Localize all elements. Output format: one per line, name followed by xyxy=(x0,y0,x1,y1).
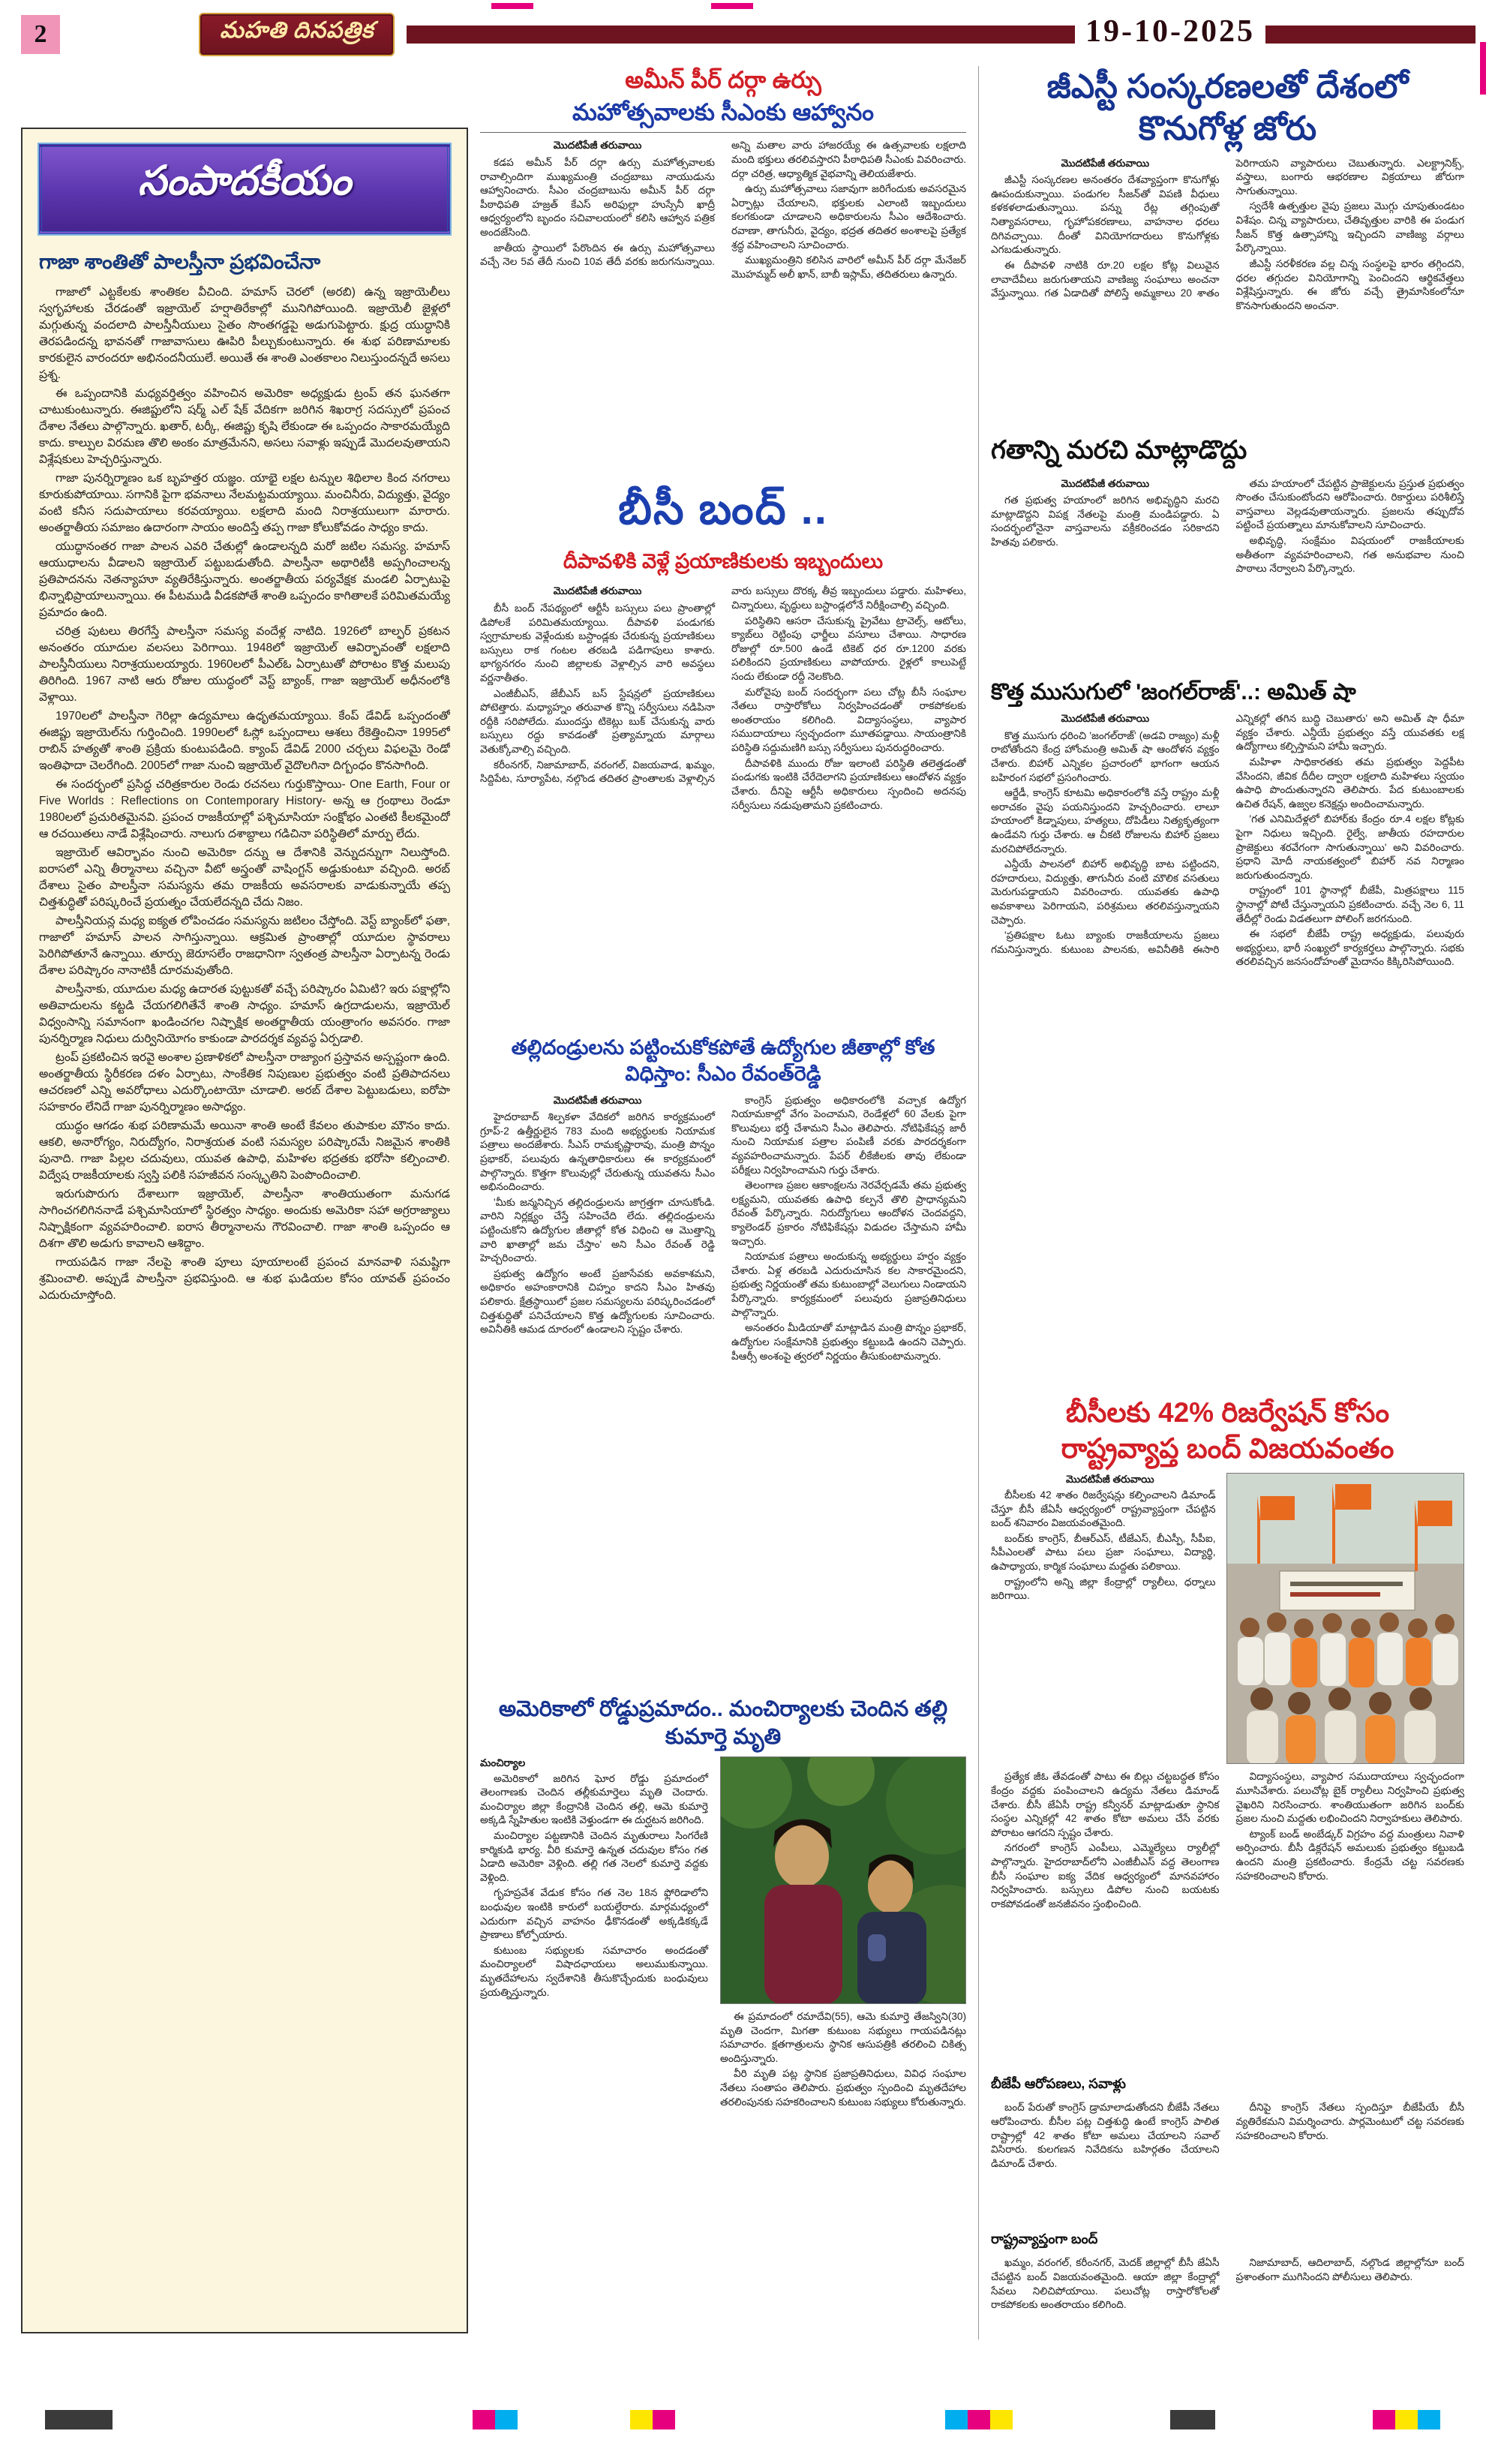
paragraph: చరిత్ర పుటలు తిరగేస్తే పాలస్తీనా సమస్య వందేళ్ల నాటిది. 1926లో బాల్ఫర్ ప్రకటన అనంతరం యూదుల వలసలు పెరిగాయి. 1948లో ఇజ్రాయెల్ ఆవిర్భావంతో లక్షలాది పాలస్తీనీయులు నిరాశ్రయులయ్యారు. 1960లలో పీఎల్ఓ ఏర్పాటుతో పోరాటం కొత్త మలుపు తిరిగింది. 1967 నాటి ఆరు రోజుల యుద్ధంలో వెస్ట్ బ్యాంక్, గాజా ఇజ్రాయెల్ అధీనంలోకి వెళ్లాయి. xyxy=(39,625,450,705)
color-bar-swatch xyxy=(338,2410,360,2429)
print-color-bars xyxy=(23,2410,1466,2429)
color-bar-swatch xyxy=(833,2410,855,2429)
color-bar-swatch xyxy=(1080,2410,1103,2429)
color-bar-swatch xyxy=(248,2410,270,2429)
paragraph: నగరంలో కాంగ్రెస్ ఎంపీలు, ఎమ్మెల్యేలు ర్యాలీల్లో పాల్గొన్నారు. హైదరాబాద్‌లోని ఎంజీబీఎస్ వద్ద తెలంగాణ బీసీ సంఘాల ఐక్య వేదిక ఆధ్వర్యంలో మానవహారం నిర్వహించారు. బస్సులు డిపోల నుంచి బయటకు రాకపోవడంతో జనజీవనం స్తంభించింది. xyxy=(991,1842,1220,1910)
article-subheadline: మహోత్సవాలకు సీఎంకు ఆహ్వానం xyxy=(572,99,874,126)
article-text-left xyxy=(480,1756,708,2308)
article-body-bjp xyxy=(991,2101,1464,2225)
article-body xyxy=(480,584,966,1024)
color-bar-swatch xyxy=(1103,2410,1125,2429)
paragraph: కుటుంబ సభ్యులకు సమాచారం అందడంతో మంచిర్యాలలో విషాదఛాయలు అలుముకున్నాయి. మృతదేహాలను స్వదేశానికి తీసుకొచ్చేందుకు బంధువులు ప్రయత్నిస్తున్నారు. xyxy=(480,1944,708,1998)
editorial-headline: గాజా శాంతితో పాలస్తీనా ప్రభవించేనా xyxy=(39,251,321,273)
paragraph: మంచిర్యాల పట్టణానికి చెందిన మృతురాలు సింగరేణి కార్మికుడి భార్య. వీరి కుమార్తె ఉన్నత చదువుల కోసం గత ఏడాది అమెరికా వెళ్లింది. తల్లి గత నెలలో కుమార్తె వద్దకు వెళ్లింది. xyxy=(480,1829,708,1883)
color-bar-swatch xyxy=(428,2410,450,2429)
continuation-lead: మొదటిపేజీ తరువాయి xyxy=(553,585,642,597)
paragraph: గాజా పునర్నిర్మాణం ఒక బృహత్తర యజ్ఞం. యాభై లక్షల టన్నుల శిథిలాల కింద నగరాలు కూరుకుపోయాయి. సగానికి పైగా భవనాలు నేలమట్టమయ్యాయి. మంచినీరు, విద్యుత్తు, వైద్యం వంటి కనీస సదుపాయాలు కరవయ్యాయి. లక్షలాది మంది నిరాశ్రయులుగా మారారు. అంతర్జాతీయ సమాజం ఉదారంగా సాయం అందిస్తే తప్ప గాజా కోలుకోవడం సాధ్యం కాదు. xyxy=(39,472,450,535)
color-bar-swatch xyxy=(90,2410,113,2429)
paragraph: తెలంగాణ ప్రజల ఆకాంక్షలను నెరవేర్చడమే తమ ప్రభుత్వ లక్ష్యమని, యువతకు ఉపాధి కల్పనే తొలి ప్రాధాన్యమని రేవంత్ పేర్కొన్నారు. నిరుద్యోగులు ఆందోళన చెందవద్దని, క్యాలెండర్ ప్రకారం నోటిఫికేషన్లు విడుదల చేస్తామని హామీ ఇచ్చారు. xyxy=(731,1179,966,1247)
article-top-block xyxy=(991,1473,1464,1764)
color-bar-swatch xyxy=(405,2410,428,2429)
paragraph: అమెరికాలో జరిగిన ఘోర రోడ్డు ప్రమాదంలో తెలంగాణకు చెందిన తల్లీకుమార్తెలు మృతి చెందారు. మంచిర్యాల జిల్లా కేంద్రానికి చెందిన తల్లి, ఆమె కుమార్తె అక్కడి స్నేహితుల ఇంటికి వెళ్తుండగా ఈ దుర్ఘటన జరిగింది. xyxy=(480,1772,708,1826)
paragraph: బీసీ బంద్ నేపథ్యంలో ఆర్టీసీ బస్సులు పలు ప్రాంతాల్లో డిపోలకే పరిమితమయ్యాయి. దీపావళి పండుగకు స్వగ్రామాలకు వెళ్లేందుకు బస్టాండ్లకు చేరుకున్న ప్రయాణికులు బస్సులు రాక గంటల తరబడి పడిగాపులు కాశారు. భాగ్యనగరం నుంచి జిల్లాలకు వెళ్లాల్సిన వారి అవస్థలు వర్ణనాతీతం. xyxy=(480,602,715,684)
headline-rule xyxy=(480,132,966,133)
article-body-statewide xyxy=(991,2256,1464,2339)
color-bar-swatch xyxy=(45,2410,68,2429)
color-bar-swatch xyxy=(1238,2410,1260,2429)
paragraph: 1970లలో పాలస్తీనా గెరిల్లా ఉద్యమాలు ఉధృతమయ్యాయి. కేంప్ డేవిడ్ ఒప్పందంతో ఈజిప్టు ఇజ్రాయెల్‌ను గుర్తించింది. 1990లలో ఓస్లో ఒప్పందాలు ఆశలు రేకెత్తించినా 1995లో రాబిన్ హత్యతో శాంతి ప్రక్రియ కుంటుపడింది. క్యాంప్ డేవిడ్ 2000 చర్చలు విఫలమై రెండో ఇంతిఫాదా చెలరేగింది. 2005లో గాజా నుంచి ఇజ్రాయెల్ వైదొలగినా దిగ్బంధం కొనసాగింది. xyxy=(39,710,450,773)
registration-mark xyxy=(491,3,533,9)
article-headline: అమీన్ పీర్ దర్గా ఉర్సు xyxy=(625,67,821,93)
color-bar-swatch xyxy=(270,2410,293,2429)
color-bar-swatch xyxy=(1350,2410,1373,2429)
paragraph: ఈ సభలో బీజేపీ రాష్ట్ర అధ్యక్షుడు, పలువురు అభ్యర్థులు, భారీ సంఖ్యలో కార్యకర్తలు పాల్గొన్నారు. సభకు తరలివచ్చిన జనసందోహంతో మైదానం కిక్కిరిసిపోయింది. xyxy=(1235,928,1464,968)
color-bar-swatch xyxy=(945,2410,968,2429)
article-body xyxy=(991,1770,1464,2070)
paragraph: మరోవైపు బంద్ సందర్భంగా పలు చోట్ల బీసీ సంఘాల నేతలు రాస్తారోకోలు నిర్వహించడంతో రాకపోకలకు అంతరాయం కలిగింది. విద్యాసంస్థలు, వ్యాపార సముదాయాలు స్వచ్ఛందంగా మూతపడ్డాయి. సాయంత్రానికి పరిస్థితి సద్దుమణిగి బస్సు సర్వీసులు పునరుద్ధరించారు. xyxy=(731,686,966,754)
color-bar-swatch xyxy=(788,2410,810,2429)
color-bar-swatch xyxy=(1418,2410,1440,2429)
continuation-lead: మొదటిపేజీ తరువాయి xyxy=(1061,477,1150,489)
paragraph: పాలస్తీనియన్ల మధ్య ఐక్యత లోపించడం సమస్యను జటిలం చేస్తోంది. వెస్ట్ బ్యాంక్‌లో ఫతా, గాజాలో హమాస్ పాలన సాగిస్తున్నాయి. ఆక్రమిత ప్రాంతాల్లో యూదుల స్థావరాలు పెరిగిపోతూనే ఉన్నాయి. తూర్పు జెరూసలేం రాజధానిగా స్వతంత్ర పాలస్తీనా ఏర్పాటన్న రెండు దేశాల పరిష్కారం నానాటికీ దూరమవుతోంది. xyxy=(39,915,450,978)
paragraph: గాయపడిన గాజా నేలపై శాంతి పూలు పూయాలంటే ప్రపంచ మానవాళి సమష్టిగా శ్రమించాలి. అప్పుడే పాలస్తీనా ప్రభవిస్తుంది. ఆ శుభ ఘడియల కోసం యావత్ ప్రపంచం ఎదురుచూస్తోంది. xyxy=(39,1256,450,1303)
paragraph: జీఎస్టీ సంస్కరణల అనంతరం దేశవ్యాప్తంగా కొనుగోళ్లు ఊపందుకున్నాయి. పండుగల సీజన్‌తో విపణి వీధులు కళకళలాడుతున్నాయి. పన్ను రేట్ల తగ్గింపుతో నిత్యావసరాలు, గృహోపకరణాలు, వాహనాల ధరలు దిగివచ్చాయి. దీంతో వినియోగదారులు కొనుగోళ్లకు ఎగబడుతున్నారు. xyxy=(991,174,1220,256)
paragraph: ట్రంప్ ప్రకటించిన ఇరవై అంశాల ప్రణాళికలో పాలస్తీనా రాజ్యాంగ ప్రస్తావన అస్పష్టంగా ఉంది. అంతర్జాతీయ స్థిరీకరణ దళం ఏర్పాటు, సాంకేతిక నిపుణుల ప్రభుత్వం వంటి ప్రతిపాదనలు ఆచరణలో ఎన్ని అవరోధాలు ఎదుర్కొంటాయో చూడాలి. అరబ్ దేశాల పెట్టుబడులు, ఐరోపా సహకారం లేనిదే గాజా పునర్నిర్మాణం అసాధ్యం. xyxy=(39,1051,450,1114)
edition-date: 19-10-2025 xyxy=(1075,14,1265,50)
masthead-logo xyxy=(199,13,395,56)
color-bar-swatch xyxy=(1440,2410,1463,2429)
color-bar-swatch xyxy=(653,2410,675,2429)
article-headline: జీఎస్టీ సంస్కరణలతో దేశంలో కొనుగోళ్ల జోరు xyxy=(1046,68,1409,148)
paragraph: మహిళా సాధికారతకు తమ ప్రభుత్వం పెద్దపీట వేసిందని, జీవిక దీదీల ద్వారా లక్షలాది మహిళలు స్వయం ఉపాధి పొందుతున్నారని తెలిపారు. పేద కుటుంబాలకు ఉచిత రేషన్, ఉజ్వల కనెక్షన్లు అందించామన్నారు. xyxy=(1235,756,1464,810)
paragraph: 'ప్రతిపక్షాల ఓటు బ్యాంకు రాజకీయాలను ప్రజలు గమనిస్తున్నారు. కుటుంబ పాలనకు, అవినీతికి ఈసారి ఎన్నికల్లో తగిన బుద్ధి చెబుతారు' అని అమిత్ షా ధీమా వ్యక్తం చేశారు. ఎన్డీయే ప్రభుత్వం వస్తే యువతకు లక్ష ఉద్యోగాలు కల్పిస్తామని హామీ ఇచ్చారు. xyxy=(991,713,1464,955)
article-headline: బీసీ బంద్ .. xyxy=(618,485,828,534)
color-bar-swatch xyxy=(293,2410,315,2429)
paragraph: 'గత ఎనిమిదేళ్లలో బిహార్‌కు కేంద్రం రూ.4 లక్షల కోట్లకు పైగా నిధులు ఇచ్చింది. రైల్వే, జాతీయ రహదారుల ప్రాజెక్టులు శరవేగంగా సాగుతున్నాయి' అని వివరించారు. ప్రధాని మోదీ నాయకత్వంలో బిహార్ నవ నిర్మాణం జరుగుతుందన్నారు. xyxy=(1235,813,1464,881)
continuation-lead: మొదటిపేజీ తరువాయి xyxy=(553,140,642,152)
paragraph: ఎన్డీయే పాలనలో బిహార్ అభివృద్ధి బాట పట్టిందని, రహదారులు, విద్యుత్తు, తాగునీరు వంటి మౌలిక వసతులు మెరుగుపడ్డాయని వివరించారు. యువతకు ఉపాధి అవకాశాలు పెరిగాయని, పరిశ్రమలు తరలివస్తున్నాయని చెప్పారు. xyxy=(991,858,1220,926)
article-headline: తల్లిదండ్రులను పట్టించుకోకపోతే ఉద్యోగుల జీతాల్లో కోత విధిస్తాం: సీఎం రేవంత్‌రెడ్డి xyxy=(511,1036,935,1086)
paragraph: కడప అమీన్ పీర్ దర్గా ఉర్సు మహోత్సవాలకు రావాల్సిందిగా ముఖ్యమంత్రి చంద్రబాబు నాయుడును ఆహ్వానించారు. సీఎం చంద్రబాబును అమీన్ పీర్ దర్గా పీఠాధిపతి హజ్రత్ కేఎస్ అరిఫుల్లా హుస్సేనీ ఖాద్రీ ఆధ్వర్యంలోని బృందం సచివాలయంలో కలిసి ఆహ్వాన పత్రిక అందజేసింది. xyxy=(480,156,715,239)
page-header xyxy=(0,0,1489,66)
paragraph: ఈ ప్రమాదంలో రమాదేవి(55), ఆమె కుమార్తె తేజస్విని(30) మృతి చెందగా, మిగతా కుటుంబ సభ్యులు గాయపడినట్లు సమాచారం. క్షతగాత్రులను స్థానిక ఆసుపత్రికి తరలించి చికిత్స అందిస్తున్నారు. xyxy=(720,2010,966,2064)
column-middle xyxy=(480,66,966,2339)
color-bar-swatch xyxy=(135,2410,158,2429)
paragraph: జీఎస్టీ సరళీకరణ వల్ల చిన్న సంస్థలపై భారం తగ్గిందని, ధరల తగ్గుదల వినియోగాన్ని పెంచిందని ఆర్థికవేత్తలు విశ్లేషిస్తున్నారు. ఈ జోరు వచ్చే త్రైమాసికంలోనూ కొనసాగుతుందని అంచనా. xyxy=(1235,257,1464,311)
paragraph: నియామక పత్రాలు అందుకున్న అభ్యర్థులు హర్షం వ్యక్తం చేశారు. ఏళ్ల తరబడి ఎదురుచూసిన కల సాకారమైందని, ప్రభుత్వ నిర్ణయంతో తమ కుటుంబాల్లో వెలుగులు నిండాయని పేర్కొన్నారు. కార్యక్రమంలో పలువురు ప్రజాప్రతినిధులు పాల్గొన్నారు. xyxy=(731,1251,966,1318)
headline-line-2: రాష్ట్రవ్యాప్త బంద్ విజయవంతం xyxy=(1061,1433,1394,1465)
paragraph: ఇరుగుపొరుగు దేశాలుగా ఇజ్రాయెల్, పాలస్తీనా శాంతియుతంగా మనుగడ సాగించగలిగిననాడే పశ్చిమాసియాలో స్థిరత్వం సాధ్యం. అందుకు అమెరికా సహా అగ్రరాజ్యాలు నిష్పాక్షికంగా వ్యవహరించాలి. ఐరాస తీర్మానాలను గౌరవించాలి. గాజా శాంతి ఒప్పందం ఆ దిశగా తొలి అడుగు కావాలని ఆశిద్దాం. xyxy=(39,1188,450,1251)
article-subheadline: దీపావళికి వెళ్లే ప్రయాణికులకు ఇబ్బందులు xyxy=(563,550,884,573)
paragraph: ఉర్సు మహోత్సవాలు సజావుగా జరిగేందుకు అవసరమైన ఏర్పాట్లు చేయాలని, భక్తులకు ఎలాంటి ఇబ్బందులు కలగకుండా చూడాలని అధికారులను సీఎం ఆదేశించారు. రవాణా, తాగునీరు, వైద్యం, భద్రత తదితర అంశాలపై ప్రత్యేక శ్రద్ధ వహించాలని సూచించారు. xyxy=(731,183,966,251)
color-bar-swatch xyxy=(563,2410,585,2429)
paragraph: గత ప్రభుత్వ హయాంలో జరిగిన అభివృద్ధిని మరచి మాట్లాడొద్దని విపక్ష నేతలపై మంత్రి మండిపడ్డారు. ఏ సందర్భంలోనైనా వాస్తవాలను వక్రీకరించడం సరికాదని హితవు పలికారు. xyxy=(991,494,1220,548)
paragraph: ట్యాంక్ బండ్ అంబేడ్కర్ విగ్రహం వద్ద మంత్రులు నివాళి అర్పించారు. బీసీ డిక్లరేషన్ అమలుకు ప్రభుత్వం కట్టుబడి ఉందని మంత్రి ప్రకటించారు. కేంద్రమే చట్ట సవరణకు సహకరించాలని కోరారు. xyxy=(1235,1828,1464,1882)
paragraph: ఈ ఒప్పందానికి మధ్యవర్తిత్వం వహించిన అమెరికా అధ్యక్షుడు ట్రంప్ తన ఘనతగా చాటుకుంటున్నారు. ఈజిప్టులోని షర్మ్ ఎల్ షేక్ వేదికగా జరిగిన శిఖరాగ్ర సదస్సులో ప్రపంచ దేశాల నేతలు పాల్గొన్నారు. ఖతార్, టర్కీ, ఈజిప్టు కృషి లేకుండా ఈ ఒప్పందం సాకారమయ్యేది కాదు. కాల్పుల విరమణ తొలి అంకం మాత్రమేనని, అసలు సవాళ్లు ఇప్పుడే మొదలవుతాయని విశ్లేషకులు హెచ్చరిస్తున్నారు. xyxy=(39,387,450,467)
article-body xyxy=(480,1094,966,1685)
article-body xyxy=(991,712,1464,1384)
article-right-block xyxy=(720,1756,966,2308)
continuation-lead: మొదటిపేజీ తరువాయి xyxy=(1061,713,1150,725)
color-bar-swatch xyxy=(923,2410,945,2429)
paragraph: జాతీయ స్థాయిలో పేరొందిన ఈ ఉర్సు మహోత్సవాలు వచ్చే నెల 5వ తేదీ నుంచి 10వ తేదీ వరకు జరుగనున్నాయి. అన్ని మతాల వారు హాజరయ్యే ఈ ఉత్సవాలకు లక్షలాది మంది భక్తులు తరలివస్తారని పీఠాధిపతి సీఎంకు వివరించారు. దర్గా చరిత్ర, ఆధ్యాత్మిక వైభవాన్ని తెలియజేశారు. xyxy=(480,140,966,268)
paragraph: రాష్ట్రంలోని అన్ని జిల్లా కేంద్రాల్లో ర్యాలీలు, ధర్నాలు జరిగాయి. xyxy=(991,1576,1216,1602)
column-editorial xyxy=(21,66,468,2339)
article-body xyxy=(991,477,1464,666)
paragraph: గాజాలో ఎట్టకేలకు శాంతికల వీచింది. హమాస్ చెరలో (అరబి) ఉన్న ఇజ్రాయెలీలు స్వగృహాలకు చేరడంతో ఇజ్రాయెల్ హర్షాతిరేకాల్లో మునిగిపోయింది. ఇజ్రాయెలీ జైళ్లలో మగ్గుతున్న వందలాది పాలస్తీనీయులు సైతం సొంతగడ్డపై అడుగుపెట్టారు. క్షుద్ర యుద్ధానికి తెరపడిందన్న భావనతో గాజావాసులు ఊపిరి పీల్చుకుంటున్నారు. ఈ శుభ పరిణామాలకు కారకులైన వారందరూ అభినందనీయులే. అయితే ఈ శాంతి ఎంతకాలం నిలుస్తుందన్నదే అసలు ప్రశ్న. xyxy=(39,286,450,382)
color-bar-swatch xyxy=(1013,2410,1035,2429)
article-gst-reforms xyxy=(991,66,1464,424)
article-headline: కొత్త ముసుగులో 'జంగల్‌రాజ్'..: అమిత్ షా xyxy=(991,679,1356,705)
color-bar-swatch xyxy=(585,2410,608,2429)
header-rule xyxy=(407,14,1475,49)
paragraph: విద్యాసంస్థలు, వ్యాపార సముదాయాలు స్వచ్ఛందంగా మూసివేశారు. పలుచోట్ల బైక్ ర్యాలీలు నిర్వహించి ప్రభుత్వ వైఖరిని నిరసించారు. శాంతియుతంగా జరిగిన బంద్‌కు ప్రజల నుంచి మద్దతు లభించిందని నిర్వాహకులు తెలిపారు. xyxy=(1235,1771,1464,1825)
paragraph: రాష్ట్రంలో 101 స్థానాల్లో బీజేపీ, మిత్రపక్షాలు 115 స్థానాల్లో పోటీ చేస్తున్నాయని ప్రకటించారు. వచ్చే నెల 6, 11 తేదీల్లో రెండు విడతలుగా పోలింగ్ జరగనుంది. xyxy=(1235,885,1464,924)
color-bar-swatch xyxy=(1395,2410,1418,2429)
color-bar-swatch xyxy=(540,2410,563,2429)
paragraph: నిజామాబాద్, ఆదిలాబాద్, నల్గొండ జిల్లాల్లోనూ బంద్ ప్రశాంతంగా ముగిసిందని పోలీసులు తెలిపారు. xyxy=(1235,2257,1464,2282)
color-bar-swatch xyxy=(1193,2410,1215,2429)
paragraph: ఈ దీపావళి నాటికి రూ.20 లక్షల కోట్ల విలువైన లావాదేవీలు జరుగుతాయని వాణిజ్య సంఘాలు అంచనా వేస్తున్నాయి. గత ఏడాదితో పోలిస్తే అమ్మకాలు 20 శాతం పెరిగాయని వ్యాపారులు చెబుతున్నారు. ఎలక్ట్రానిక్స్, వస్త్రాలు, బంగారు ఆభరణాల విక్రయాలు జోరుగా సాగుతున్నాయి. xyxy=(991,157,1464,299)
paragraph: పరిస్థితిని ఆసరా చేసుకున్న ప్రైవేటు ట్రావెల్స్, ఆటోలు, క్యాబ్‌లు రెట్టింపు ఛార్జీలు వసూలు చేశాయి. సాధారణ రోజుల్లో రూ.500 ఉండే టికెట్ ధర రూ.1200 వరకు పలికిందని ప్రయాణికులు వాపోయారు. రైళ్లలో కాలుపెట్టే సందు లేకుండా రద్దీ నెలకొంది. xyxy=(731,614,966,683)
color-bar-swatch xyxy=(630,2410,653,2429)
paragraph: వీరి మృతి పట్ల స్థానిక ప్రజాప్రతినిధులు, వివిధ సంఘాల నేతలు సంతాపం తెలిపారు. ప్రభుత్వం స్పందించి మృతదేహాల తరలింపునకు సహకరించాలని కుటుంబ సభ్యులు కోరుతున్నారు. xyxy=(720,2068,966,2108)
paragraph: కరీంనగర్, నిజామాబాద్, వరంగల్, విజయవాడ, ఖమ్మం, సిద్దిపేట, సూర్యాపేట, నల్గొండ తదితర ప్రాంతాలకు వెళ్లాల్సిన వారు బస్సులు దొరక్క తీవ్ర ఇబ్బందులు పడ్డారు. మహిళలు, చిన్నారులు, వృద్ధులు బస్టాండ్లలోనే నిరీక్షించాల్సి వచ్చింది. xyxy=(480,585,966,785)
color-bar-swatch xyxy=(180,2410,203,2429)
paragraph: కొత్త ముసుగు ధరించి 'జంగల్‌రాజ్' (అడవి రాజ్యం) మళ్లీ రాబోతోందని కేంద్ర హోంమంత్రి అమిత్ షా ఆందోళన వ్యక్తం చేశారు. బిహార్ ఎన్నికల ప్రచారంలో భాగంగా ఆయన బహిరంగ సభలో ప్రసంగించారు. xyxy=(991,729,1220,783)
paragraph: ముఖ్యమంత్రిని కలిసిన వారిలో అమీన్ పీర్ దర్గా మేనేజర్ మొహమ్మద్ అలీ ఖాన్, బాబీ ఇస్లామ్, తదితరులు ఉన్నారు. xyxy=(731,254,966,280)
article-cm-warning xyxy=(480,1035,966,1684)
article-subhead-statewide: రాష్ట్రవ్యాప్తంగా బంద్ xyxy=(991,2231,1098,2247)
color-bar-swatch xyxy=(360,2410,383,2429)
color-bar-swatch xyxy=(1125,2410,1148,2429)
color-bar-swatch xyxy=(1058,2410,1080,2429)
column-right xyxy=(978,66,1464,2339)
paragraph: గృహప్రవేశ వేడుక కోసం గత నెల 18న ఫ్లోరిడాలోని బంధువుల ఇంటికి కారులో బయల్దేరారు. మార్గమధ్యంలో ఎదురుగా వచ్చిన వాహనం ఢీకొనడంతో అక్కడికక్కడే ప్రాణాలు కోల్పోయారు. xyxy=(480,1887,708,1941)
color-bar-swatch xyxy=(1148,2410,1170,2429)
paragraph: కాంగ్రెస్ ప్రభుత్వం అధికారంలోకి వచ్చాక ఉద్యోగ నియామకాల్లో వేగం పెంచామని, రెండేళ్లలో 60 వేలకు పైగా కొలువులు భర్తీ చేశామని సీఎం తెలిపారు. నోటిఫికేషన్ల జారీ నుంచి నియామక పత్రాల పంపిణీ వరకు పారదర్శకంగా వ్యవహరించామన్నారు. పేపర్ లీకేజీలకు తావు లేకుండా పరీక్షలు నిర్వహించామని గుర్తు చేశారు. xyxy=(731,1094,966,1176)
editorial-title: సంపాదకీయం xyxy=(39,144,450,234)
color-bar-swatch xyxy=(810,2410,833,2429)
article-body xyxy=(480,139,966,473)
page-number xyxy=(21,15,60,54)
color-bar-swatch xyxy=(1305,2410,1328,2429)
dateline: మంచిర్యాల xyxy=(480,1756,526,1768)
color-bar-swatch xyxy=(968,2410,990,2429)
color-bar-swatch xyxy=(225,2410,248,2429)
paragraph: బంద్ పేరుతో కాంగ్రెస్ డ్రామాలాడుతోందని బీజేపీ నేతలు ఆరోపించారు. బీసీల పట్ల చిత్తశుద్ధి ఉంటే కాంగ్రెస్ పాలిత రాష్ట్రాల్లో 42 శాతం కోటా అమలు చేయాలని సవాల్ విసిరారు. కులగణన నివేదికను బహిర్గతం చేయాలని డిమాండ్ చేశారు. xyxy=(991,2102,1220,2169)
editorial-body xyxy=(39,284,450,2303)
color-bar-swatch xyxy=(315,2410,338,2429)
page-content xyxy=(0,66,1489,2339)
article-text-side xyxy=(991,1473,1216,1764)
paragraph: ఇజ్రాయెల్ ఆవిర్భావం నుంచి అమెరికా దన్ను ఆ దేశానికి వెన్నుదన్నుగా నిలుస్తోంది. ఐరాసలో ఎన్ని తీర్మానాలు వచ్చినా వీటో అస్త్రంతో వాషింగ్టన్ అడ్డుకుంటూ వచ్చింది. అరబ్ దేశాలు సైతం పాలస్తీనా సమస్యను తమ రాజకీయ అవసరాలకు వాడుకున్నాయే తప్ప చిత్తశుద్ధితో పరిష్కరించే ప్రయత్నం చేయలేదన్నది చేదు నిజం. xyxy=(39,846,450,909)
paragraph: ఈ సందర్భంలో ప్రసిద్ధ చరిత్రకారుల రెండు రచనలు గుర్తుకొస్తాయి- One Earth, Four or Five Worlds : Reflections on Contemporary History- అన్న ఆ గ్రంథాలు రెండూ 1980లలో ప్రచురితమైనవి. ప్రపంచ రాజకీయాల్లో పశ్చిమాసియా సంక్షోభం ఎంతటి కీలకమైందో ఆ రచయితలు నాడే విశ్లేషించారు. నాలుగు దశాబ్దాలు గడిచినా పరిస్థితిలో మార్పు లేదు. xyxy=(39,778,450,841)
color-bar-swatch xyxy=(990,2410,1013,2429)
article-headline xyxy=(991,1395,1464,1467)
paragraph: దీపావళికి ముందు రోజు ఇలాంటి పరిస్థితి తలెత్తడంతో పండుగకు ఇంటికి చేరేదెలాగని ప్రయాణికులు ఆందోళన వ్యక్తం చేశారు. దీనిపై ఆర్టీసీ అధికారులు స్పందించి అదనపు సర్వీసులు నడుపుతామని ప్రకటించారు. xyxy=(731,757,966,811)
article-us-accident xyxy=(480,1696,966,2308)
headline-line-1: బీసీలకు 42% రిజర్వేషన్ కోసం xyxy=(1065,1397,1390,1429)
color-bar-swatch xyxy=(68,2410,90,2429)
article-jungle-raj xyxy=(991,678,1464,1385)
article-body xyxy=(991,157,1464,424)
color-bar-swatch xyxy=(158,2410,180,2429)
article-amin-peer-urs xyxy=(480,66,966,473)
paragraph: దీనిపై కాంగ్రెస్ నేతలు స్పందిస్తూ బీజేపీయే బీసీ వ్యతిరేకమని విమర్శించారు. పార్లమెంటులో చట్ట సవరణకు సహకరించాలని కోరారు. xyxy=(1235,2102,1464,2141)
color-bar-swatch xyxy=(518,2410,540,2429)
article-bc-bandh xyxy=(480,484,966,1024)
color-bar-swatch xyxy=(23,2410,45,2429)
article-bc-reservation xyxy=(991,1395,1464,2339)
color-bar-swatch xyxy=(900,2410,923,2429)
color-bar-swatch xyxy=(1170,2410,1193,2429)
article-subhead-bjp: బీజేపీ ఆరోపణలు, సవాళ్లు xyxy=(991,2076,1126,2092)
color-bar-swatch xyxy=(495,2410,518,2429)
paragraph: అభివృద్ధి, సంక్షేమం విషయంలో రాజకీయాలకు అతీతంగా వ్యవహరించాలని, గత అనుభవాల నుంచి పాఠాలు నేర్వాలని పేర్కొన్నారు. xyxy=(1235,535,1464,575)
color-bar-swatch xyxy=(1215,2410,1238,2429)
paragraph: ఖమ్మం, వరంగల్, కరీంనగర్, మెదక్ జిల్లాల్లో బీసీ జేఏసీ చేపట్టిన బంద్ విజయవంతమైంది. ఆయా జిల్లా కేంద్రాల్లో సేవలు నిలిచిపోయాయి. పలుచోట్ల రాస్తారోకోలతో రాకపోకలకు అంతరాయం కలిగింది. xyxy=(991,2257,1220,2311)
continuation-lead: మొదటిపేజీ తరువాయి xyxy=(553,1094,642,1106)
color-bar-swatch xyxy=(765,2410,788,2429)
paragraph: స్వదేశీ ఉత్పత్తుల వైపు ప్రజలు మొగ్గు చూపుతుండటం విశేషం. చిన్న వ్యాపారులు, చేతివృత్తుల వారికి ఈ పండుగ సీజన్ కొత్త ఉత్సాహాన్ని ఇచ్చిందని వాణిజ్య వర్గాలు పేర్కొన్నాయి. xyxy=(1235,200,1464,254)
color-bar-swatch xyxy=(203,2410,225,2429)
color-bar-swatch xyxy=(720,2410,743,2429)
paragraph: యుద్ధానంతర గాజా పాలన ఎవరి చేతుల్లో ఉండాలన్నది మరో జటిల సమస్య. హమాస్ ఆయుధాలను వీడాలని ఇజ్రాయెల్ పట్టుబడుతోంది. పాలస్తీనా అథారిటీకి అప్పగించాలన్న ప్రతిపాదనను నెతన్యాహూ వ్యతిరేకిస్తున్నారు. అంతర్జాతీయ పర్యవేక్షక మండలి ఏర్పాటుపై భిన్నాభిప్రాయాలున్నాయి. ఈ పీటముడి వీడకపోతే శాంతి ఒప్పందం కాగితాలకే పరిమితమయ్యే ప్రమాదం ఉంది. xyxy=(39,540,450,620)
color-bar-swatch xyxy=(1283,2410,1305,2429)
paragraph: ప్రభుత్వ ఉద్యోగం అంటే ప్రజాసేవకు అవకాశమని, అధికారం అహంకారానికి చిహ్నం కాదని సీఎం హితవు పలికారు. క్షేత్రస్థాయిలో ప్రజల సమస్యలను పరిష్కరించడంలో చిత్తశుద్ధితో పనిచేయాలని కొత్త ఉద్యోగులకు సూచించారు. అవినీతికి ఆమడ దూరంలో ఉండాలని స్పష్టం చేశారు. xyxy=(480,1267,715,1336)
paragraph: పాలస్తీనాకు, యూదుల మధ్య ఉదారత పుట్టుకతో వచ్చే పరిష్కారం ఏమిటి? ఇరు పక్షాల్లోని అతివాదులను కట్టడి చేయగలిగితేనే శాంతి సాధ్యం. హమాస్ ఉగ్రదాడులను, ఇజ్రాయెల్ విధ్వంసాన్ని సమానంగా ఖండించగల నిష్పాక్షిక అంతర్జాతీయ యంత్రాంగం అవసరం. గాజా పునర్నిర్మాణ నిధులు దుర్వినియోగం కాకుండా పారదర్శక వ్యవస్థ ఏర్పడాలి. xyxy=(39,983,450,1046)
paragraph: ప్రత్యేక జీఓ తేవడంతో పాటు ఈ బిల్లు చట్టబద్ధత కోసం కేంద్రం వద్దకు పంపించాలని ఉద్యమ నేతలు డిమాండ్ చేశారు. బీసీ జేఏసీ రాష్ట్ర కన్వీనర్ మాట్లాడుతూ స్థానిక సంస్థల ఎన్నికల్లో 42 శాతం కోటా అమలు చేసే వరకు పోరాటం ఆగదని స్పష్టం చేశారు. xyxy=(991,1771,1220,1838)
color-bar-swatch xyxy=(383,2410,405,2429)
photo-protest-crowd xyxy=(1226,1473,1464,1764)
color-bar-swatch xyxy=(1373,2410,1395,2429)
color-bar-swatch xyxy=(698,2410,720,2429)
article-gathanni xyxy=(991,436,1464,666)
paragraph: ఎంజీబీఎస్, జేబీఎస్ బస్ స్టేషన్లలో ప్రయాణికులు పోటెత్తారు. మధ్యాహ్నం తరువాత కొన్ని సర్వీసులు నడిపినా రద్దీకి సరిపోలేదు. ముందస్తు టికెట్లు బుక్ చేసుకున్న వారు బస్సులు రద్దు కావడంతో ప్రత్యామ్నాయ మార్గాలు వెతుక్కోవాల్సి వచ్చింది. xyxy=(480,687,715,756)
color-bar-swatch xyxy=(675,2410,698,2429)
article-text-right xyxy=(720,2010,966,2300)
paragraph: హైదరాబాద్ శిల్పకళా వేదికలో జరిగిన కార్యక్రమంలో గ్రూప్-2 ఉత్తీర్ణులైన 783 మంది అభ్యర్థులకు నియామక పత్రాలు అందజేశారు. సీఎస్ రామకృష్ణారావు, మంత్రి పొన్నం ప్రభాకర్, పలువురు ఉన్నతాధికారులు ఈ కార్యక్రమంలో పాల్గొన్నారు. కొత్తగా కొలువుల్లో చేరుతున్న యువతను సీఎం అభినందించారు. xyxy=(480,1111,715,1193)
registration-mark xyxy=(1480,42,1486,95)
paragraph: బంద్‌కు కాంగ్రెస్, బీఆర్ఎస్, టీజేఎస్, బీఎస్పీ, సీపీఐ, సీపీఎంలతో పాటు పలు ప్రజా సంఘాలు, విద్యార్థి, ఉపాధ్యాయ, కార్మిక సంఘాలు మద్దతు పలికాయి. xyxy=(991,1532,1216,1572)
paragraph: యుద్ధం ఆగడం శుభ పరిణామమే అయినా శాంతి అంటే కేవలం తుపాకుల మౌనం కాదు. ఆకలి, అనారోగ్యం, నిరుద్యోగం, నిరాశ్రయత వంటి సమస్యల పరిష్కారమే నిజమైన శాంతికి పునాది. గాజా పిల్లల చదువులు, యువత ఉపాధి, మహిళల భద్రతకు భరోసా కల్పించాలి. విద్వేష రాజకీయాలకు స్వస్తి పలికి సహజీవన సంస్కృతిని పెంపొందించాలి. xyxy=(39,1119,450,1182)
continuation-lead: మొదటిపేజీ తరువాయి xyxy=(1061,157,1150,169)
page-number-label: 2 xyxy=(34,20,47,48)
paragraph: బీసీలకు 42 శాతం రిజర్వేషన్లు కల్పించాలని డిమాండ్ చేస్తూ బీసీ జేఏసీ ఆధ్వర్యంలో రాష్ట్రవ్యాప్తంగా చేపట్టిన బంద్ శనివారం విజయవంతమైంది. xyxy=(991,1489,1216,1529)
color-bar-swatch xyxy=(473,2410,495,2429)
paragraph: తమ హయాంలో చేపట్టిన ప్రాజెక్టులను ప్రస్తుత ప్రభుత్వం సొంతం చేసుకుంటోందని ఆరోపించారు. రికార్డులు పరిశీలిస్తే వాస్తవాలు వెల్లడవుతాయన్నారు. ప్రజలను తప్పుదోవ పట్టించే ప్రయత్నాలు మానుకోవాలని సూచించారు. xyxy=(1235,477,1464,531)
color-bar-swatch xyxy=(608,2410,630,2429)
color-bar-swatch xyxy=(743,2410,765,2429)
paragraph: 'మీకు జన్మనిచ్చిన తల్లిదండ్రులను జాగ్రత్తగా చూసుకోండి. వారిని నిర్లక్ష్యం చేస్తే సహించేది లేదు. తల్లిదండ్రులను పట్టించుకోని ఉద్యోగుల జీతాల్లో కోత విధించి ఆ మొత్తాన్ని వారి ఖాతాల్లో జమ చేస్తాం' అని సీఎం రేవంత్ రెడ్డి హెచ్చరించారు. xyxy=(480,1196,715,1264)
article-body xyxy=(480,1756,966,2308)
article-headline: గతాన్ని మరచి మాట్లాడొద్దు xyxy=(991,435,1247,464)
article-headline: అమెరికాలో రోడ్డుప్రమాదం.. మంచిర్యాలకు చెందిన తల్లి కుమార్తె మృతి xyxy=(498,1696,948,1750)
color-bar-swatch xyxy=(1035,2410,1058,2429)
paragraph: అనంతరం మీడియాతో మాట్లాడిన మంత్రి పొన్నం ప్రభాకర్, ఉద్యోగుల సంక్షేమానికి ప్రభుత్వం కట్టుబడి ఉందని చెప్పారు. పీఆర్సీ అంశంపై త్వరలో నిర్ణయం తీసుకుంటామన్నారు. xyxy=(731,1322,966,1362)
color-bar-swatch xyxy=(855,2410,878,2429)
continuation-lead: మొదటిపేజీ తరువాయి xyxy=(1065,1474,1154,1486)
color-bar-swatch xyxy=(878,2410,900,2429)
color-bar-swatch xyxy=(1260,2410,1283,2429)
color-bar-swatch xyxy=(113,2410,135,2429)
masthead-title: మహతి దినపత్రిక xyxy=(220,18,374,43)
editorial-box xyxy=(21,128,468,2333)
photo-accident-victims xyxy=(720,1756,966,2004)
color-bar-swatch xyxy=(450,2410,473,2429)
color-bar-swatch xyxy=(1328,2410,1350,2429)
registration-mark xyxy=(711,3,753,9)
paragraph: ఆర్జేడీ, కాంగ్రెస్ కూటమి అధికారంలోకి వస్తే రాష్ట్రం మళ్లీ అరాచకం వైపు పయనిస్తుందని హెచ్చరించారు. లాలూ హయాంలో కిడ్నాపులు, హత్యలు, దోపిడీలు నిత్యకృత్యంగా ఉండేవని గుర్తు చేశారు. ఆ చీకటి రోజులను బిహార్ ప్రజలు మరచిపోలేదన్నారు. xyxy=(991,787,1220,855)
